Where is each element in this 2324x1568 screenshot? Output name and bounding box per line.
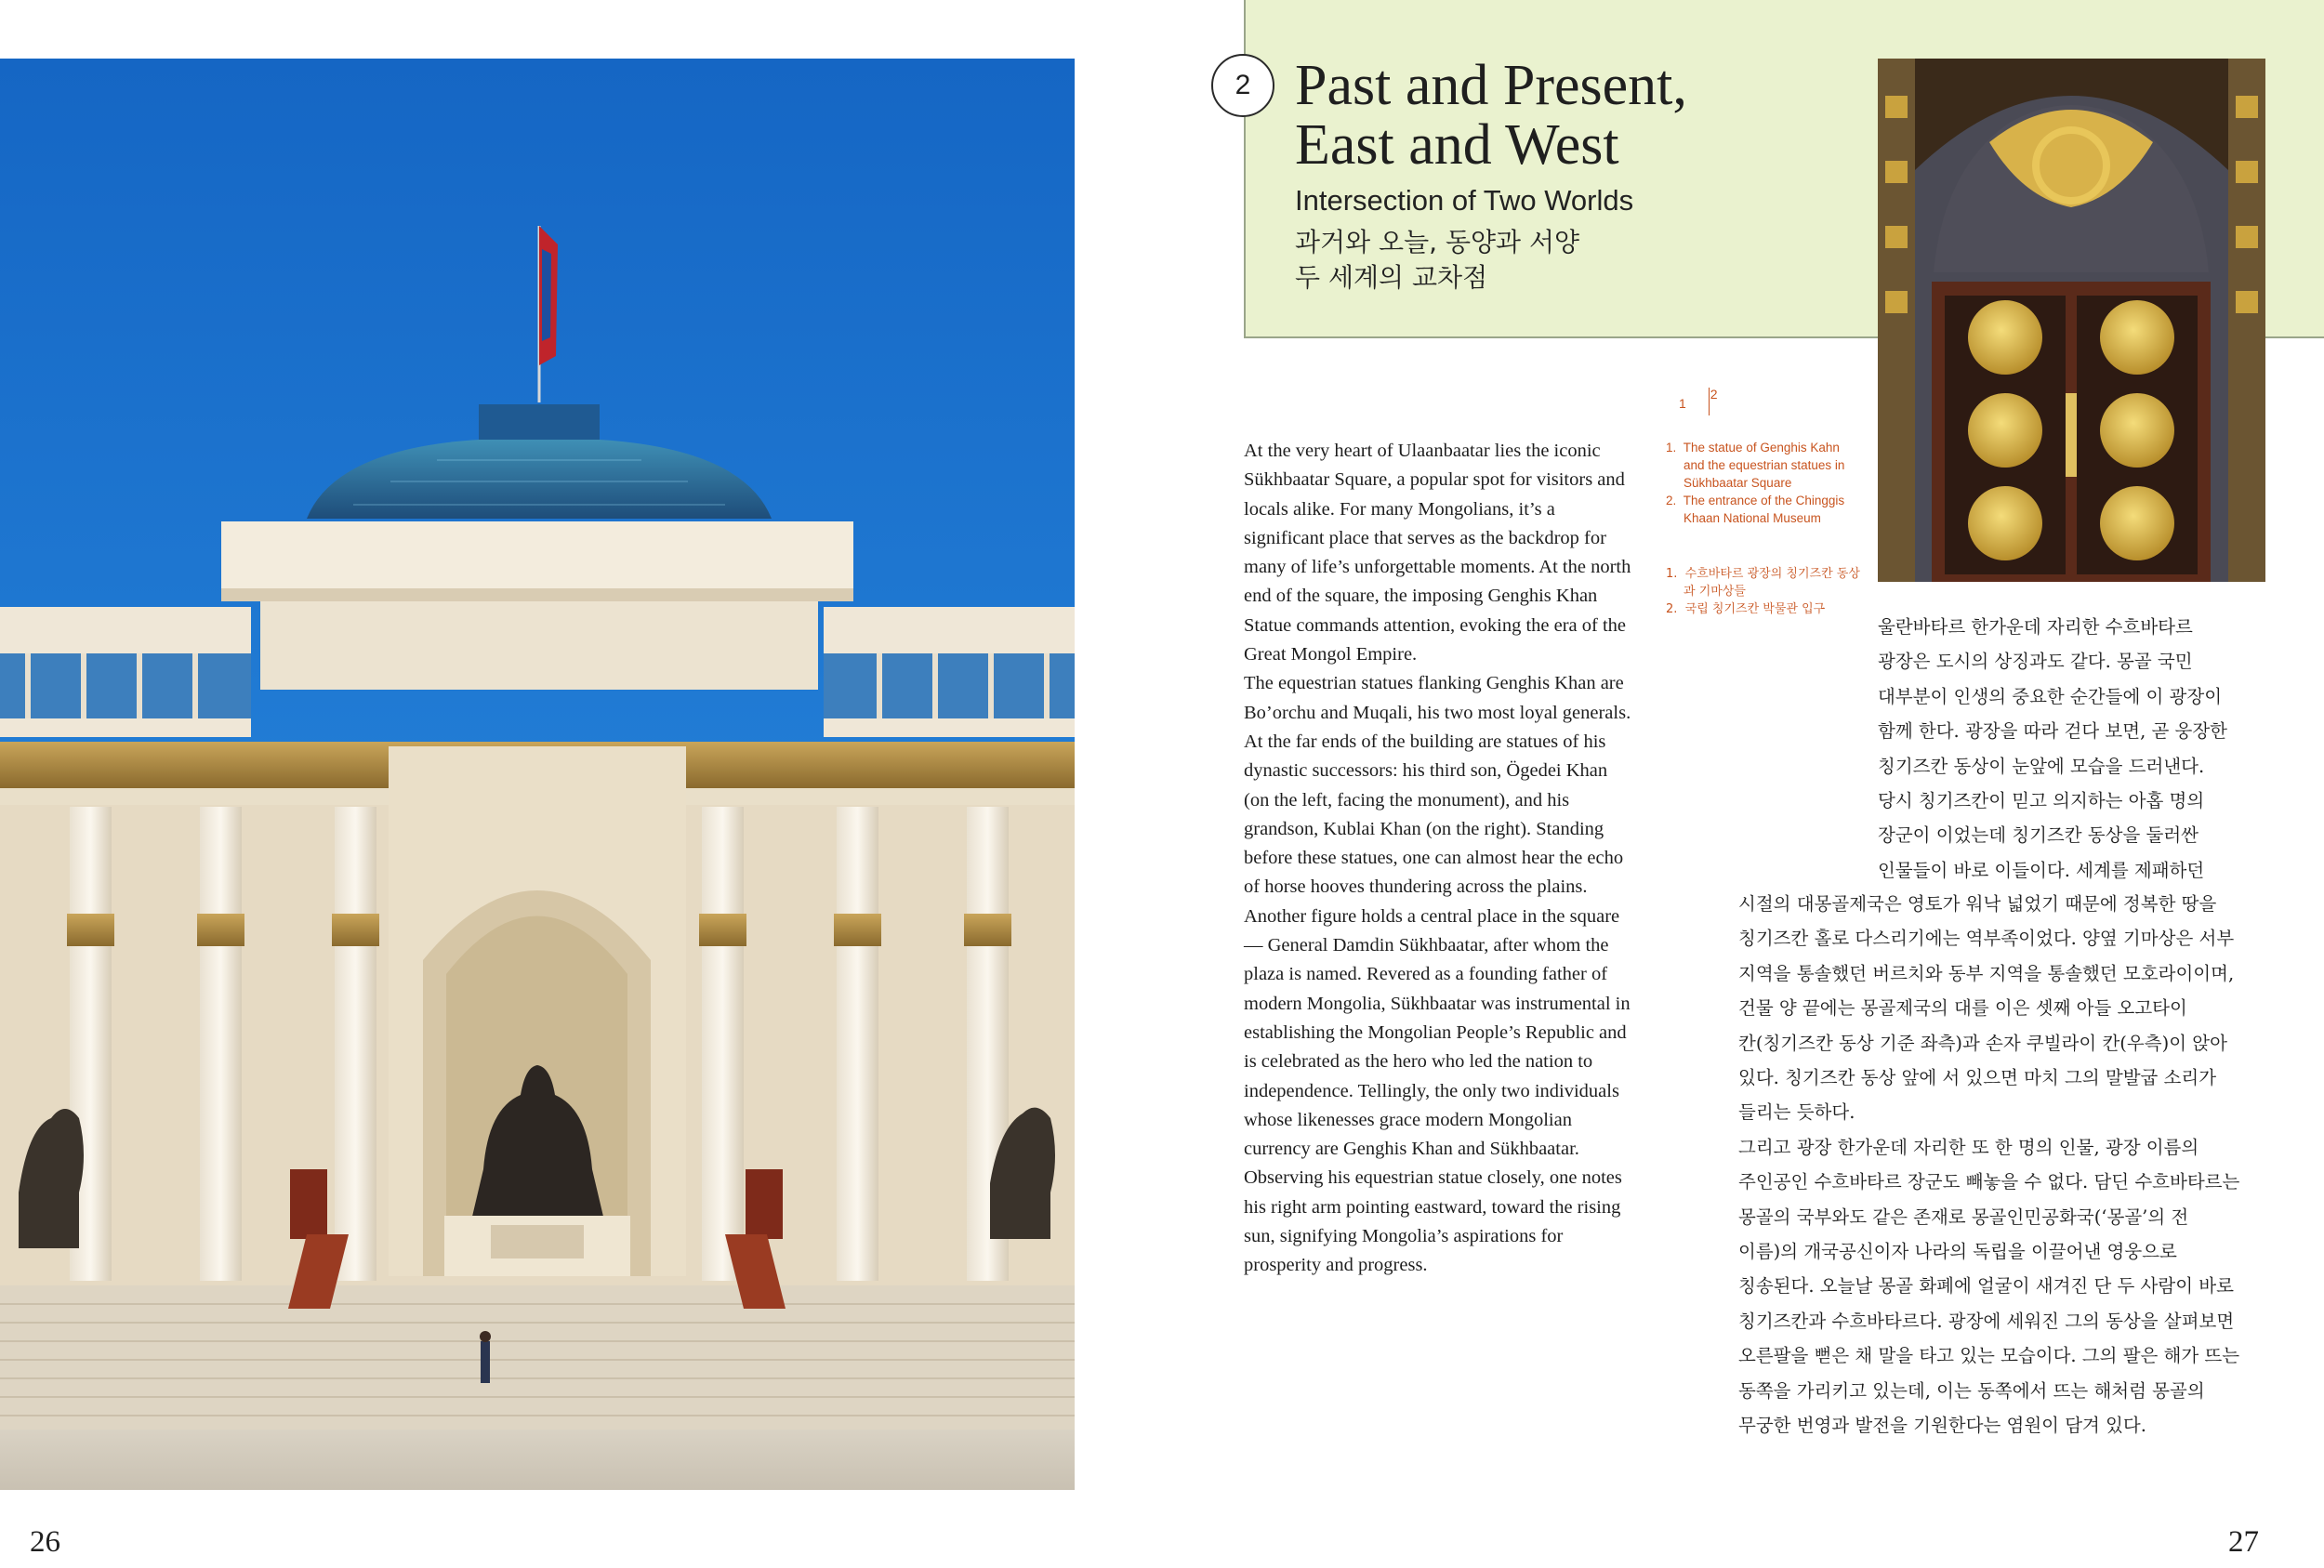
text-line: 주인공인 수흐바타르 장군도 빼놓을 수 없다. 담딘 수흐바타르는 — [1738, 1171, 2240, 1193]
text-line: 칭기즈칸 동상이 눈앞에 모습을 드러낸다. — [1878, 755, 2205, 777]
caption-item: 2. 국립 칭기즈칸 박물관 입구 — [1666, 602, 1826, 616]
paragraph: The equestrian statues flanking Genghis Khan are Bo’orchu and Muqali, his two most loyal generals. At the far ends of the building are statues of his dynastic successors: his third son, Ögedei Khan (on the left, facing the monument), and his grandson, Kublai Khan (on the right). Standing before these statues, one can almost hear the echo of horse hooves thundering across the plains. — [1244, 673, 1631, 898]
captions-korean — [1666, 565, 1870, 618]
caption-divider — [1709, 388, 1710, 415]
caption-marker-2: 2 — [1710, 387, 1718, 402]
chapter-title-line-2: East and West — [1295, 113, 1619, 177]
caption-item: 2. The entrance of the Chinggis Khaan National Museum — [1666, 494, 1845, 525]
text-line: 그리고 광장 한가운데 자리한 또 한 명의 인물, 광장 이름의 — [1738, 1136, 2199, 1158]
text-line: 대부분이 인생의 중요한 순간들에 이 광장이 — [1878, 685, 2223, 707]
subtitle-korean-line-2: 두 세계의 교차점 — [1295, 262, 1488, 293]
page-number-left: 26 — [30, 1525, 60, 1559]
page-number-right: 27 — [2228, 1525, 2259, 1559]
text-line: 시절의 대몽골제국은 영토가 워낙 넓었기 때문에 정복한 땅을 — [1738, 893, 2217, 915]
text-line: 무궁한 번영과 발전을 기원한다는 염원이 담겨 있다. — [1738, 1415, 2146, 1437]
text-line: 칸(칭기즈칸 동상 기준 좌측)과 손자 쿠빌라이 칸(우측)이 앉아 — [1738, 1032, 2227, 1054]
paragraph: At the very heart of Ulaanbaatar lies the iconic Sükhbaatar Square, a popular spot for visitors and locals alike. For many Mongolians, it’s a significant place that serves as the backdrop for many of life’s unforgettable moments. At the north end of the square, the imposing Genghis Khan Statue commands attention, evoking the era of the Great Mongol Empire. — [1244, 441, 1631, 665]
body-text-korean-wide — [1738, 887, 2239, 1443]
text-line: 이름)의 개국공신이자 나라의 독립을 이끌어낸 영웅으로 — [1738, 1241, 2177, 1263]
text-line: 지역을 통솔했던 버르치와 동부 지역을 통솔했던 모호라이이며, — [1738, 962, 2235, 984]
text-line: 칭기즈칸과 수흐바타르다. 광장에 세워진 그의 동상을 살펴보면 — [1738, 1310, 2235, 1332]
photo-government-palace — [0, 59, 1075, 1490]
text-line: 광장은 도시의 상징과도 같다. 몽골 국민 — [1878, 651, 2193, 673]
caption-markers — [1679, 387, 1717, 411]
text-line: 동쪽을 가리키고 있는데, 이는 동쪽에서 뜨는 해처럼 몽골의 — [1738, 1379, 2205, 1402]
captions-english — [1666, 439, 1852, 527]
paragraph: Another figure holds a central place in the square — General Damdin Sükhbaatar, after whom the plaza is named. Revered as a founding father of modern Mongolia, Sükhbaatar was instrumental in establishing the Mongolian People’s Republic and is celebrated as the hero who led the nation to independence. Tellingly, the only two individuals whose likenesses grace modern Mongolian currency are Genghis Khan and Sükhbaatar. Observing his equestrian statue closely, one notes his right arm pointing eastward, toward the rising sun, signifying Mongolia’s aspirations for prosperity and progress. — [1244, 905, 1631, 1276]
text-line: 울란바타르 한가운데 자리한 수흐바타르 — [1878, 616, 2193, 638]
photo-museum-entrance — [1878, 59, 2265, 582]
text-line: 건물 양 끝에는 몽골제국의 대를 이은 셋째 아들 오고타이 — [1738, 997, 2187, 1020]
caption-item: 1. The statue of Genghis Kahn and the equestrian statues in Sükhbaatar Square — [1666, 441, 1845, 490]
caption-item: 1. 수흐바타르 광장의 칭기즈칸 동상과 기마상들 — [1666, 567, 1860, 599]
chapter-title — [1295, 56, 1890, 175]
text-line: 오른팔을 뻗은 채 말을 타고 있는 모습이다. 그의 팔은 해가 뜨는 — [1738, 1345, 2240, 1367]
subtitle-korean-line-1: 과거와 오늘, 동양과 서양 — [1295, 227, 1580, 257]
chapter-number-badge: 2 — [1211, 54, 1274, 117]
subtitle-english: Intersection of Two Worlds — [1295, 184, 1634, 217]
body-text-english — [1244, 437, 1634, 1281]
text-line: 칭송된다. 오늘날 몽골 화폐에 얼굴이 새겨진 단 두 사람이 바로 — [1738, 1275, 2234, 1298]
text-line: 함께 한다. 광장을 따라 걷다 보면, 곧 웅장한 — [1878, 720, 2228, 743]
text-line: 인물들이 바로 이들이다. 세계를 제패하던 — [1878, 859, 2205, 881]
chapter-title-line-1: Past and Present, — [1295, 54, 1687, 117]
body-text-korean-narrow — [1878, 610, 2227, 888]
text-line: 장군이 이었는데 칭기즈칸 동상을 둘러싼 — [1878, 824, 2199, 847]
text-line: 칭기즈칸 홀로 다스리기에는 역부족이었다. 양옆 기마상은 서부 — [1738, 928, 2235, 950]
text-line: 들리는 듯하다. — [1738, 1101, 1855, 1124]
text-line: 있다. 칭기즈칸 동상 앞에 서 있으면 마치 그의 말발굽 소리가 — [1738, 1067, 2217, 1089]
caption-marker-1: 1 — [1679, 396, 1686, 411]
subtitle-korean — [1295, 225, 1685, 296]
text-line: 당시 칭기즈칸이 믿고 의지하는 아홉 명의 — [1878, 790, 2205, 812]
text-line: 몽골의 국부와도 같은 존재로 몽골인민공화국(‘몽골’의 전 — [1738, 1206, 2189, 1228]
